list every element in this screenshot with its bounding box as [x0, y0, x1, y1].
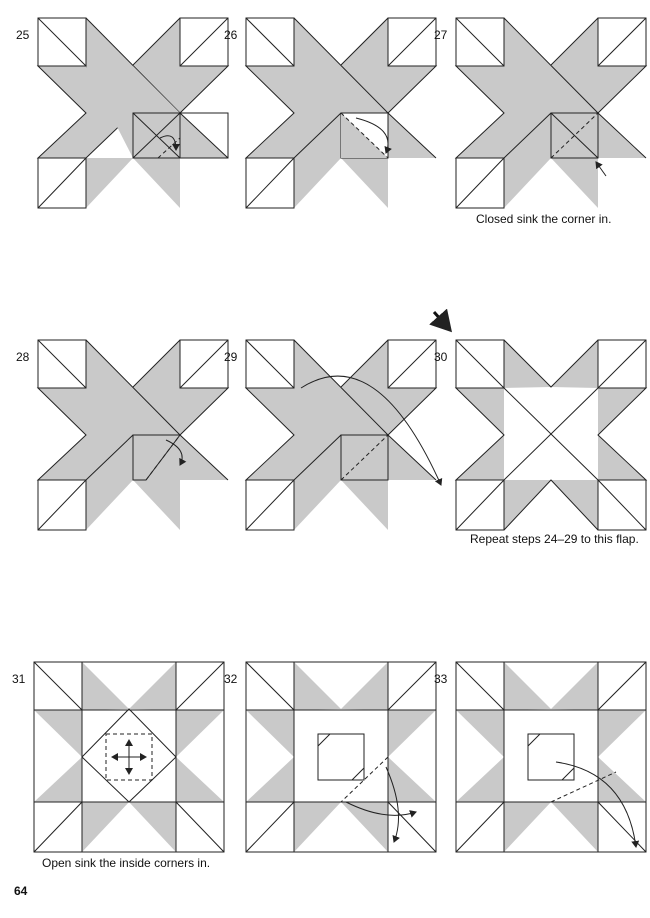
step-28-diagram	[38, 340, 228, 530]
step-29	[224, 340, 436, 530]
step-number: 28	[16, 350, 30, 364]
step-27-diagram	[456, 18, 646, 208]
step-number: 32	[224, 672, 238, 686]
step-31	[12, 662, 224, 852]
step-29-diagram	[246, 340, 436, 530]
step-25	[16, 18, 228, 208]
step-32-diagram	[246, 662, 436, 852]
step-number: 26	[224, 28, 238, 42]
step-number: 31	[12, 672, 26, 686]
step-26-diagram	[246, 18, 436, 208]
page-number: 64	[14, 884, 28, 898]
step-27	[434, 18, 646, 208]
step-number: 29	[224, 350, 238, 364]
step-31-caption: Open sink the inside corners in.	[42, 856, 211, 870]
step-number: 25	[16, 28, 30, 42]
step-31-diagram	[34, 662, 224, 852]
step-28	[16, 340, 228, 530]
step-number: 27	[434, 28, 448, 42]
step-30	[434, 340, 646, 530]
step-number: 30	[434, 350, 448, 364]
step-33	[434, 662, 646, 852]
step-30-diagram	[456, 340, 646, 530]
step-26	[224, 18, 436, 208]
step-33-diagram	[456, 662, 646, 852]
step-25-diagram	[38, 18, 228, 208]
step-32	[224, 662, 436, 852]
step-30-caption: Repeat steps 24–29 to this flap.	[470, 532, 639, 546]
step-number: 33	[434, 672, 448, 686]
step-27-caption: Closed sink the corner in.	[476, 212, 612, 226]
